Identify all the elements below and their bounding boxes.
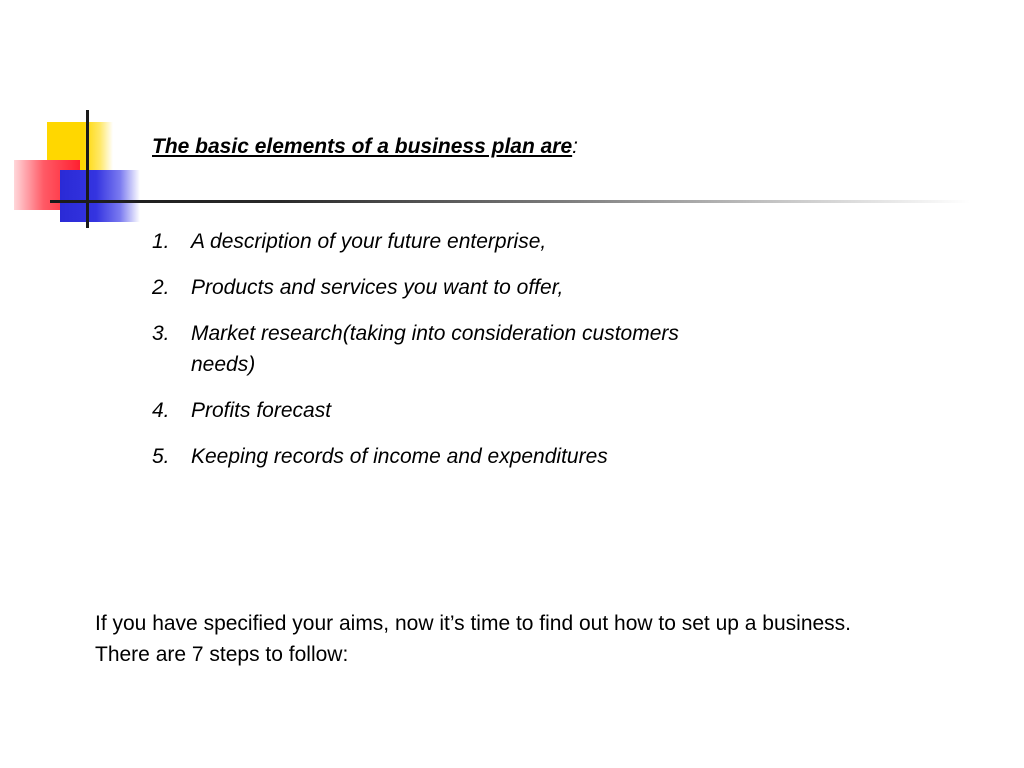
list-item-number: 2. [152, 276, 170, 299]
section-heading [152, 135, 578, 159]
list-item-text: A description of your future enterprise, [191, 230, 547, 253]
list-item-number: 4. [152, 399, 170, 422]
list-item [152, 318, 692, 380]
list-item-text: Profits forecast [191, 399, 332, 422]
decorative-horizontal-rule [50, 200, 970, 203]
list-item-text: Market research(taking into consideration customers needs) [191, 322, 679, 376]
list-item-number: 5. [152, 445, 170, 468]
list-item-number: 1. [152, 230, 170, 253]
list-item [152, 395, 692, 426]
section-heading-text: The basic elements of a business plan are [152, 135, 573, 158]
steps-intro-paragraph: If you have specified your aims, now it’s time to find out how to set up a business. There are 7 steps to follow: [95, 612, 852, 666]
list-item-text: Keeping records of income and expenditures [191, 445, 608, 468]
list-item-text: Products and services you want to offer, [191, 276, 564, 299]
list-item [152, 272, 692, 303]
section-heading-colon: : [572, 135, 578, 158]
decorative-vertical-line [86, 110, 89, 228]
list-item [152, 226, 692, 257]
list-item [152, 441, 692, 472]
business-plan-elements-list [152, 226, 692, 487]
decorative-blue-square [60, 170, 140, 222]
list-item-number: 3. [152, 322, 170, 345]
